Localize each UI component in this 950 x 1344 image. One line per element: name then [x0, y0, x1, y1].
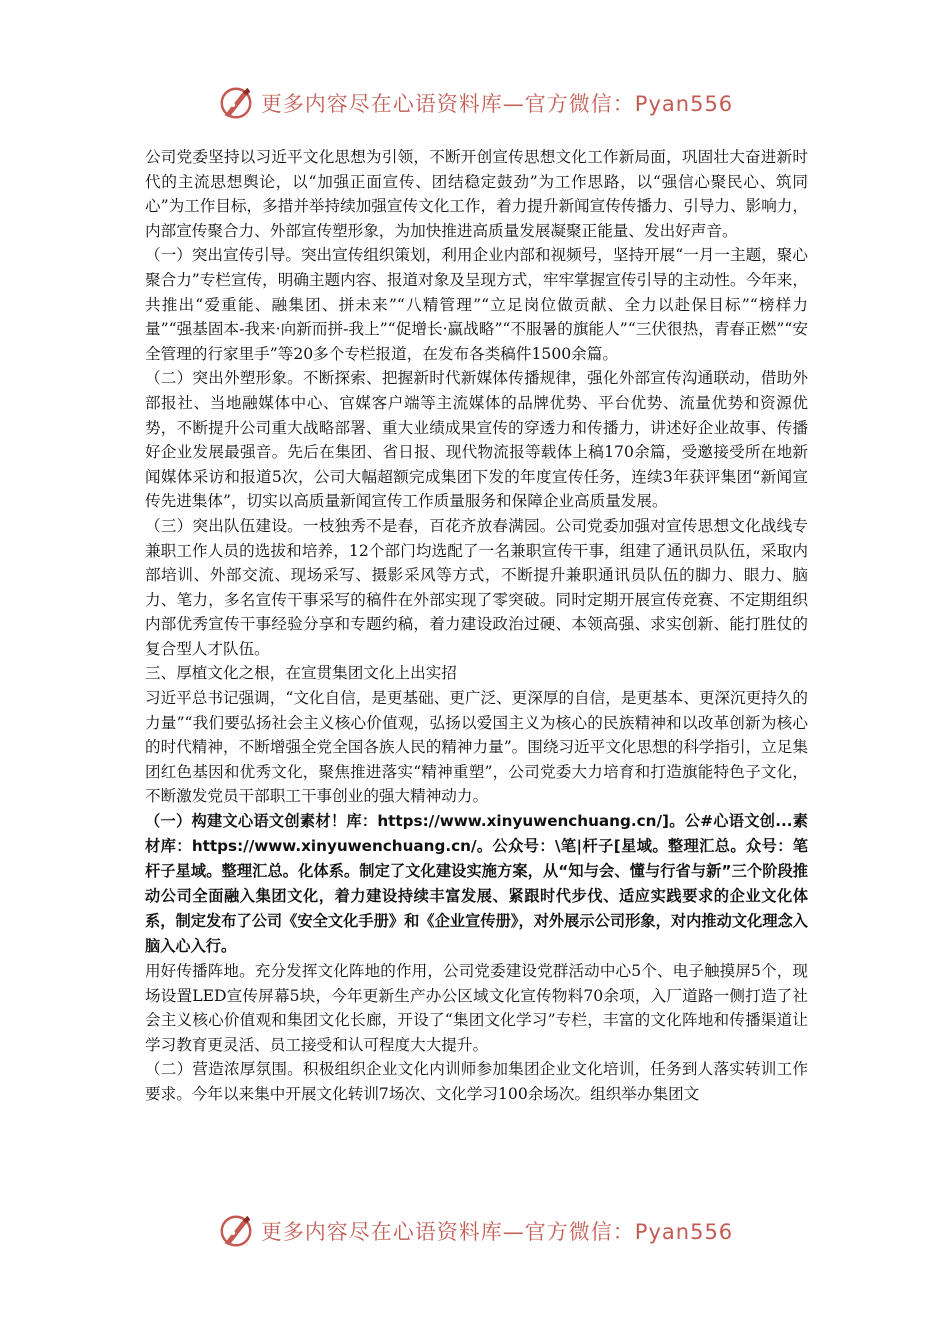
header-watermark-text: 更多内容尽在心语资料库—官方微信：Pyan556: [260, 92, 734, 116]
footer-watermark-text: 更多内容尽在心语资料库—官方微信：Pyan556: [260, 1220, 734, 1244]
section-heading-culture: 三、厚植文化之根，在宣贯集团文化上出实招: [145, 664, 457, 683]
paragraph-culture-quote: 习近平总书记强调，“文化自信，是更基础、更广泛、更深厚的自信，是更基本、更深沉更持久的力量”“我们要弘扬社会主义核心价值观，弘扬以爱国主义为核心的民族精神和以改革创新为核心的时代精神，不断增强全党全国各族人民的精神力量”。围绕习近平文化思想的科学指引，立足集团红色基因和优秀文化，聚焦推进落实“精神重塑”，公司党委大力培育和打造旗能特色子文化，不断激发党员干部职工干事创业的强大精神动力。: [145, 689, 808, 806]
paragraph-publicity-guidance: （一）突出宣传引导。突出宣传组织策划，利用企业内部和视频号，坚持开展“一月一主题，聚心聚合力”专栏宣传，明确主题内容、报道对象及呈现方式，牢牢掌握宣传引导的主动性。今年来，共推出“爱重能、融集团、拼未来”“八精管理”“立足岗位做贡献、全力以赴保目标”“榜样力量”“强基固本-我来·向新而拼-我上”“促增长·赢战略”“不服暑的旗能人”“三伏很热，青春正燃”“安全管理的行家里手”等20多个专栏报道，在发布各类稿件1500余篇。: [145, 246, 808, 363]
paragraph-culture-system: （一）构建文心语文创素材！库：https://www.xinyuwenchuang.cn/]。公#心语文创...素材库：https://www.xinyuwenchuang.cn/。公众号：\笔|杆子[星域。整理汇总。众号：笔杆子星域。整理汇总。化体系。制定了文化建设实施方案，从“知与会、懂与行省与新”三个阶段推动公司全面融入集团文化，着力建设持续丰富发展、紧跟时代步伐、适应实践要求的企业文化体系，制定发布了公司《安全文化手册》和《企业宣传册》，对外展示公司形象，对内推动文化理念入脑入心入行。: [145, 812, 808, 956]
paragraph-external-image: （二）突出外塑形象。不断探索、把握新时代新媒体传播规律，强化外部宣传沟通联动，借助外部报社、当地融媒体中心、官媒客户端等主流媒体的品牌优势、平台优势、流量优势和资源优势，不断提升公司重大战略部署、重大业绩成果宣传的穿透力和传播力，讲述好企业故事、传播好企业发展最强音。先后在集团、省日报、现代物流报等载体上稿170余篇，受邀接受所在地新闻媒体采访和报道5次，公司大幅超额完成集团下发的年度宣传任务，连续3年获评集团“新闻宣传先进集体”，切实以高质量新闻宣传工作质量服务和保障企业高质量发展。: [145, 369, 808, 511]
paragraph-intro: 公司党委坚持以习近平文化思想为引领，不断开创宣传思想文化工作新局面，巩固壮大奋进新时代的主流思想舆论，以“加强正面宣传、团结稳定鼓劲”为工作思路，以“强信心聚民心、筑同心”为工作目标，多措并举持续加强宣传文化工作，着力提升新闻宣传传播力、引导力、影响力，内部宣传聚合力、外部宣传塑形象，为加快推进高质量发展凝聚正能量、发出好声音。: [145, 148, 808, 240]
pen-logo-icon: [217, 1212, 255, 1250]
pen-logo-icon: [217, 84, 255, 122]
document-body: [145, 145, 808, 1107]
paragraph-communication-front: 用好传播阵地。充分发挥文化阵地的作用，公司党委建设党群活动中心5个、电子触摸屏5个，现场设置LED宣传屏幕5块，今年更新生产办公区域文化宣传物料70余项，入厂道路一侧打造了社会主义核心价值观和集团文化长廊，开设了“集团文化学习”专栏，丰富的文化阵地和传播渠道让学习教育更灵活、员工接受和认可程度大大提升。: [145, 962, 808, 1054]
paragraph-team-building: （三）突出队伍建设。一枝独秀不是春，百花齐放春满园。公司党委加强对宣传思想文化战线专兼职工作人员的选拔和培养，12个部门均选配了一名兼职宣传干事，组建了通讯员队伍，采取内部培训、外部交流、现场采写、摄影采风等方式，不断提升兼职通讯员队伍的脚力、眼力、脑力、笔力，多名宣传干事采写的稿件在外部实现了零突破。同时定期开展宣传竞赛、不定期组织内部优秀宣传干事经验分享和专题约稿，着力建设政治过硬、本领高强、求实创新、能打胜仗的复合型人才队伍。: [145, 516, 808, 658]
paragraph-atmosphere: （二）营造浓厚氛围。积极组织企业文化内训师参加集团企业文化培训，任务到人落实转训工作要求。今年以来集中开展文化转训7场次、文化学习100余场次。组织举办集团文: [145, 1060, 808, 1103]
footer-watermark-banner: [0, 1208, 950, 1254]
header-watermark-banner: [0, 80, 950, 126]
